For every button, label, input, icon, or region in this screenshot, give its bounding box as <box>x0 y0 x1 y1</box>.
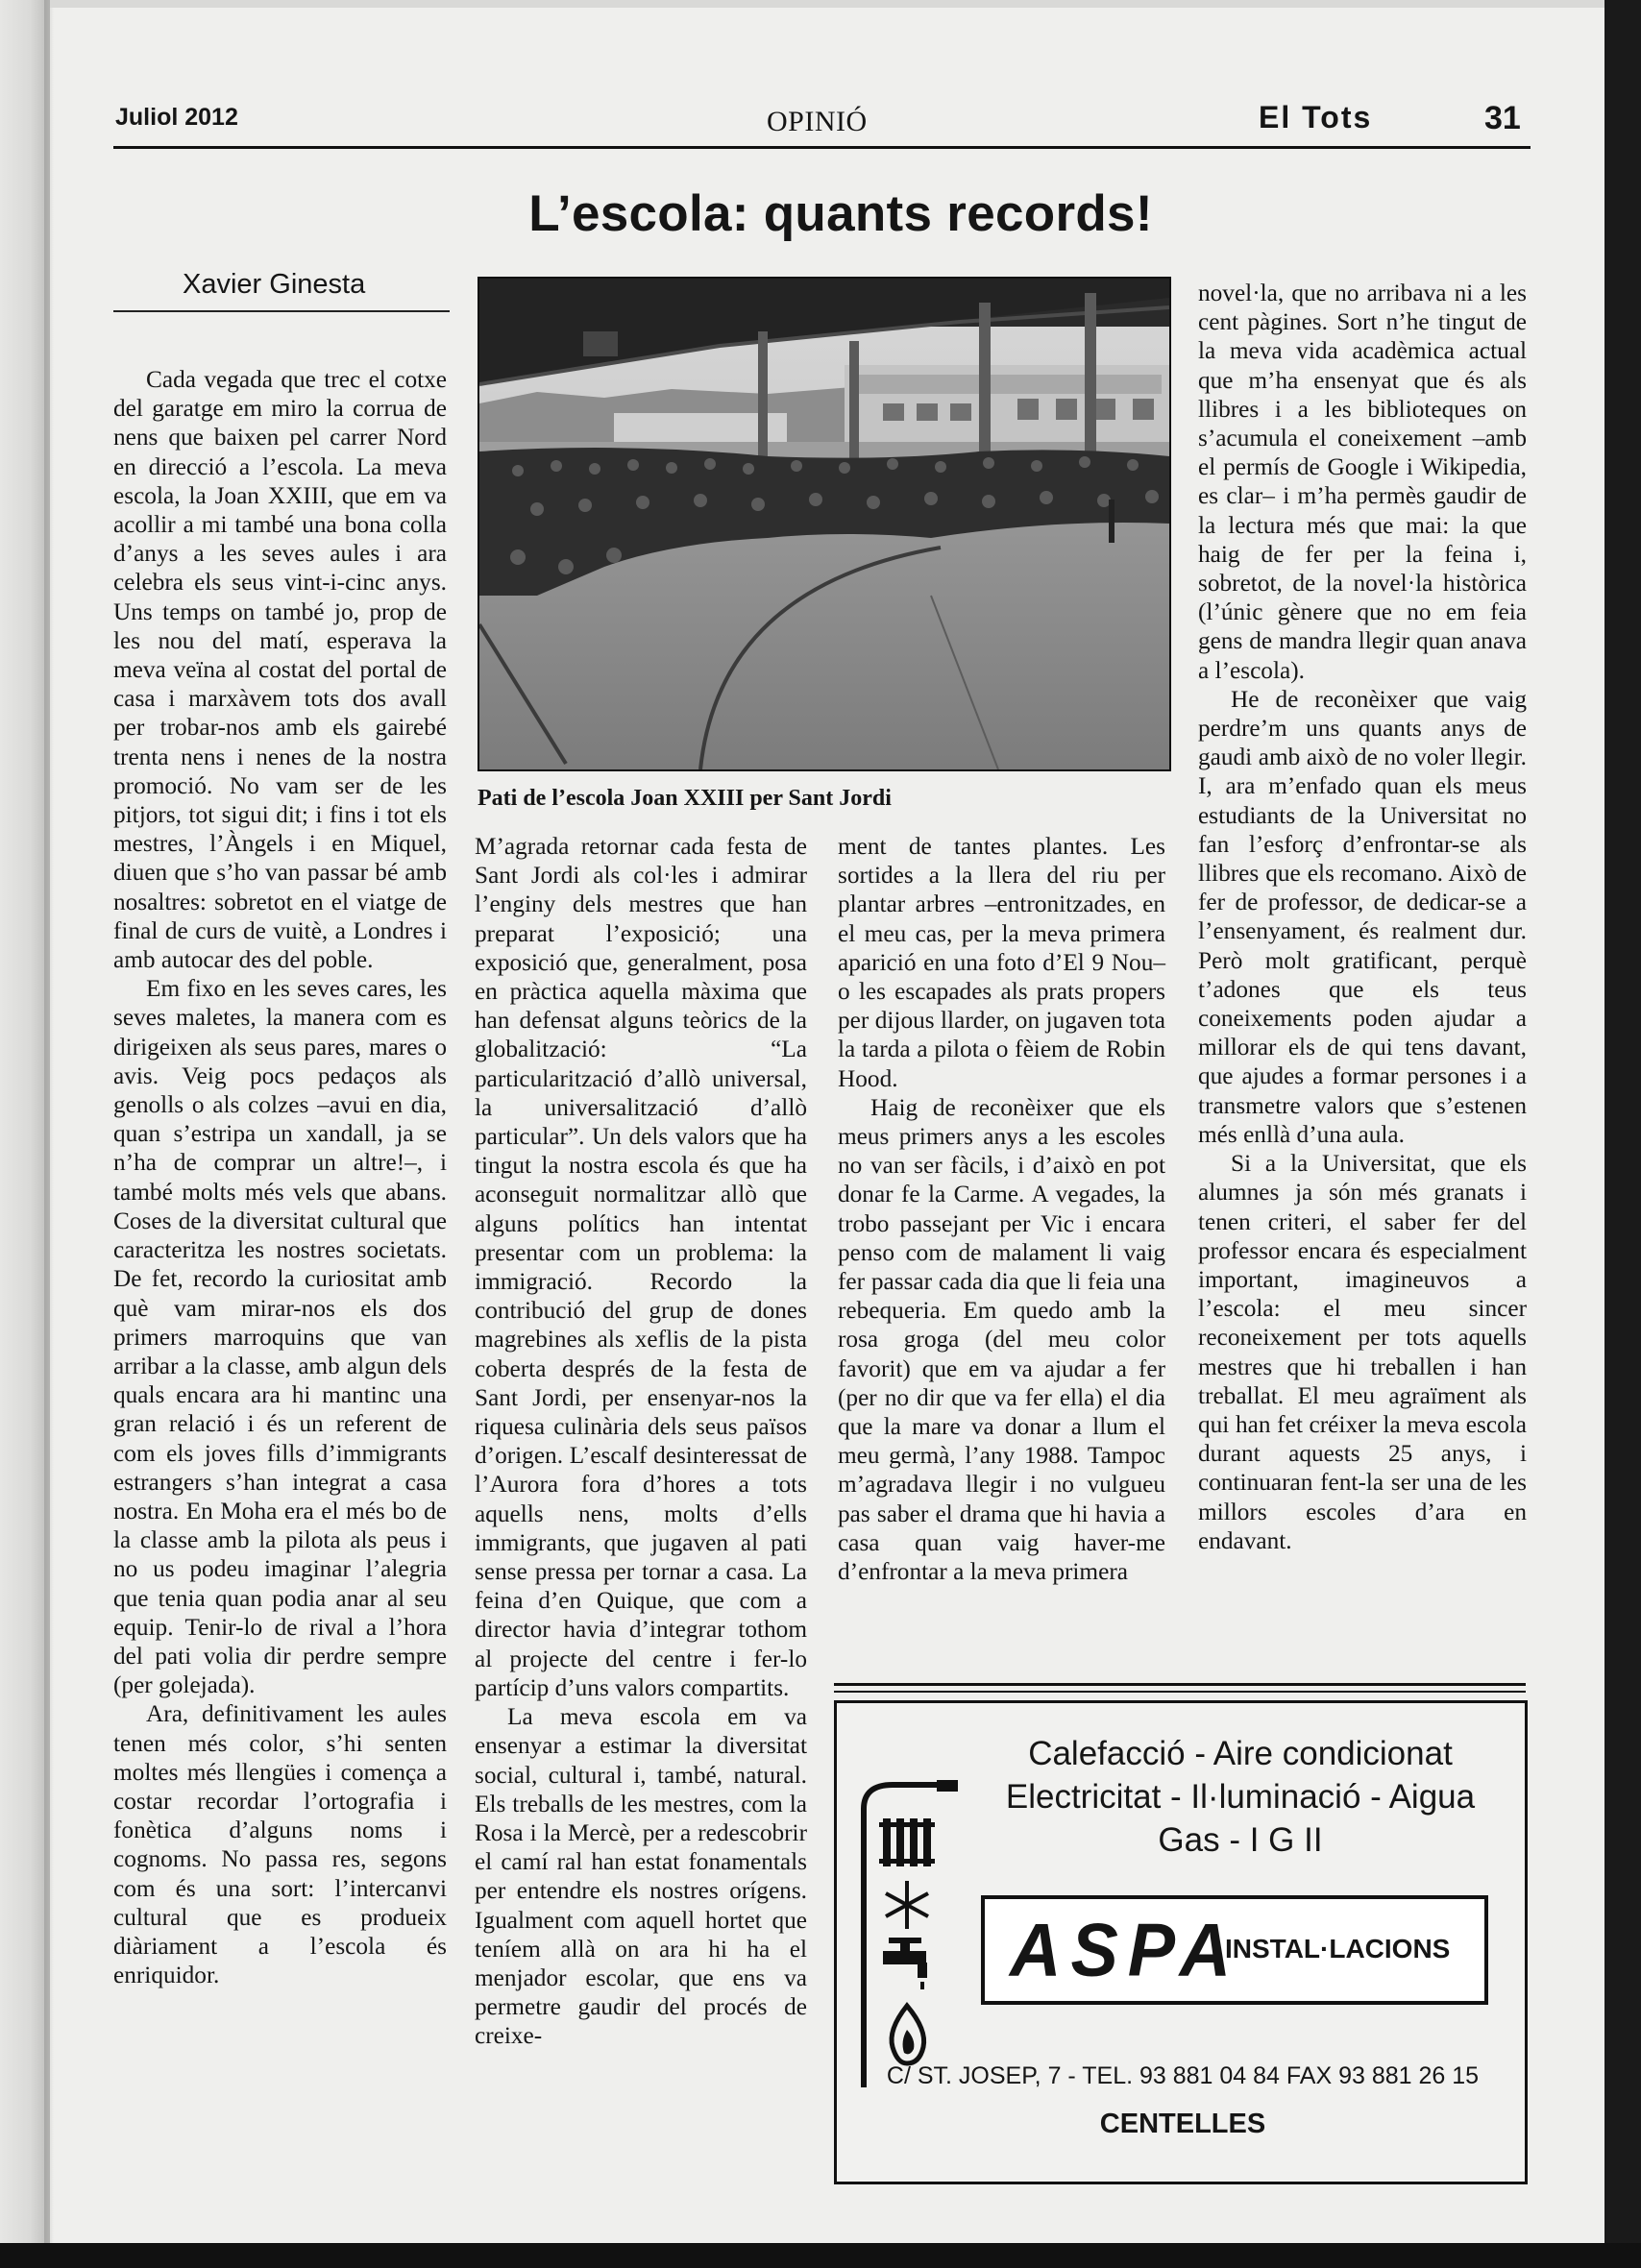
paragraph: La meva escola em va ensenyar a estimar la diversitat social, cultural i, també, natural. Els treballs de les mestres, com la Rosa i la Mercè, per a redescobrir el camí ral han estat fonamentals per entendre els nostres orígens. Igualment com aquell hortet que teníem allà on ara hi ha el menjador escolar, que ens va permetre gaudir del procés de creixe- <box>475 1703 807 2050</box>
paragraph: Si a la Universitat, que els alumnes ja són més granats i tenen criteri, el saber fer del professor encara és especialment important, imagineuvos a l’escola: el meu sincer reconeixement per tots aquells mestres que hi treballen i han treballat. El meu agraïment als qui han fet créixer la meva escola durant aquests 25 anys, i continuaran fent-la ser una de les millors escoles d’ara en endavant. <box>1198 1150 1527 1554</box>
page-number: 31 <box>1484 100 1521 136</box>
aspa-logo <box>981 1895 1488 2005</box>
tap-icon <box>883 1938 927 1989</box>
aspa-logo-text: ASPA <box>1010 1907 1241 1992</box>
ad-address: C/ ST. JOSEP, 7 - TEL. 93 881 04 84 FAX 93 881 26 15 <box>886 2062 1480 2089</box>
spine-shadow <box>44 0 54 2268</box>
ad-services-line-1: Calefacció - Aire condicionat <box>1028 1735 1453 1772</box>
ad-icon-column <box>854 1780 969 2087</box>
photo-caption: Pati de l’escola Joan XXIII per Sant Jordi <box>478 786 892 811</box>
article-photo <box>478 277 1171 771</box>
schoolyard-photo <box>479 279 1169 769</box>
page-spine <box>0 0 50 2268</box>
publication-name: El Tots <box>1259 100 1373 134</box>
article-column-4 <box>1198 279 1527 1555</box>
paragraph: ment de tantes plantes. Les sortides a la llera del riu per plantar arbres –entronitzades, en el meu cas, per la meva primera aparició en una foto d’El 9 Nou– o les escapades als prats propers per dijous llarder, on jugaven tota la tarda a pilota o fèiem de Robin Hood. <box>838 833 1165 1092</box>
ad-top-rule <box>834 1683 1526 1686</box>
paragraph: He de reconèixer que vaig perdre’m uns quants anys de gaudi amb això de no voler llegir. I, ara m’enfado quan els meus estudiants de la Universitat no fan l’esforç d’enfrontar-se als llibres que els recomano. Això de fer de professor, de dedicar-se a l’ensenyament, és realment dur. Però molt gratificant, perquè t’adones que els teus coneixements poden ajudar a millorar els de qui tens davant, que ajudes a formar persones i a transmetre valors que s’estenen més enllà d’una aula. <box>1198 685 1527 1148</box>
article-column-3 <box>838 832 1165 1586</box>
paragraph: Em fixo en les seves cares, les seves maletes, la manera com es dirigeixen als seus pares, mares o avis. Veig pocs pedaços als genolls o als colzes –avui en dia, quan s’estripa un xandall, ja se n’ha de comprar un altre!–, i també molts més vels que abans. Coses de la diversitat cultural que caracteritza les nostres societats. De fet, recordo la curiositat amb què vam mirar-nos els dos primers marroquins que van arribar a la classe, amb algun dels quals encara ara hi mantinc una gran relació i és un referent de com els joves fills d’immigrants estrangers s’han integrat a casa nostra. En Moha era el més bo de la classe amb la pilota als peus i no us podeu imaginar l’alegria que tenia quan podia anar al seu equip. Tenir-lo de rival a l’hora del pati volia dir perdre sempre (per golejada). <box>113 975 447 1699</box>
paragraph: M’agrada retornar cada festa de Sant Jordi als col·les i admirar l’enginy dels mestres que han preparat l’exposició; una exposició que, generalment, posa en pràctica aquella màxima que han defensat alguns teòrics de la globalització: “La particularització d’allò universal, la universalització d’allò particular”. Un dels valors que ha tingut la nostra escola és que ha aconseguit normalitzar allò que alguns polítics han intentat presentar com un problema: la immigració. Recordo la contribució del grup de dones magrebines als xeflis de la pista coberta després de la festa de Sant Jordi, per ensenyar-nos la riquesa culinària dels seus països d’origen. L’escalf desinteressat de l’Aurora fora d’hores a tots aquells nens, molts d’ells immigrants, que jugaven al pati sense pressa per tornar a casa. La feina d’en Quique, que com a director havia d’integrar tothom al projecte del centre i fer-lo partícip d’uns valors compartits. <box>475 833 807 1701</box>
radiator-icon <box>879 1818 935 1866</box>
paragraph: novel·la, que no arribava ni a les cent pàgines. Sort n’he tingut de la meva vida acadèmica actual que m’ha ensenyat que és als llibres i a les biblioteques on s’acumula el coneixement –amb el permís de Google i Wikipedia, es clar– i m’ha permès gaudir de la lectura més que mai: la que haig de fer per la feina i, sobretot, de la novel·la històrica (l’únic gènere que no em feia gens de mandra llegir quan anava a l’escola). <box>1198 280 1527 684</box>
paragraph: Haig de reconèixer que els meus primers anys a les escoles no van ser fàcils, i d’això en pot donar fe la Carme. A vegades, la trobo passejant per Vic i encara penso com de malament li vaig fer passar cada dia que li feia una rebequeria. Em quedo amb la rosa groga (del meu color favorit) que em va ajudar a fer (per no dir que va fer ella) el dia que la mare va donar a llum el meu germà, l’any 1988. Tampoc m’agradava llegir i no vulgueu pas saber el drama que hi havia a casa quan vaig haver-me d’enfrontar a la meva primera <box>838 1093 1165 1586</box>
article-column-1 <box>113 365 447 1989</box>
flame-icon <box>892 2006 924 2063</box>
ad-top-rule-thin <box>834 1691 1526 1693</box>
issue-date: Juliol 2012 <box>115 104 238 131</box>
page-right-edge <box>1604 0 1641 2268</box>
ad-services-line-3: Gas - I G II <box>1158 1821 1323 1859</box>
advertisement <box>834 1700 1528 2184</box>
article-title: L’escola: quants records! <box>528 185 1153 242</box>
page-top-edge <box>50 0 1604 8</box>
paragraph: Cada vegada que trec el cotxe del garatge em miro la corrua de nens que baixen pel carrer Nord en direcció a l’escola. La meva escola, la Joan XXIII, que em va acollir a mi també una bona colla d’anys a les seves aules i ara celebra els seus vint-i-cinc anys. Uns temps on també jo, prop de les nou del matí, esperava la meva veïna al costat del portal de casa i marxàvem tots dos avall per trobar-nos amb els gairebé trenta nens i nenes de la nostra promoció. No vam ser de les pitjors, tot sigui dit; i fins i tot els mestres, l’Àngels i en Miquel, diuen que s’ho van passar bé amb nosaltres: sobretot en el viatge de final de curs de vuitè, a Londres i amb autocar des del poble. <box>113 366 447 974</box>
ad-services-line-2: Electricitat - Il·luminació - Aigua <box>1005 1778 1476 1816</box>
article-author: Xavier Ginesta <box>183 269 366 300</box>
ad-town: CENTELLES <box>1099 2109 1266 2139</box>
header-rule <box>113 146 1531 149</box>
section-name: OPINIÓ <box>767 106 868 137</box>
paragraph: Ara, definitivament les aules tenen més color, s’hi senten moltes més llengües i comença a costar recordar l’ortografia i fonètica d’alguns noms i cognoms. No passa res, segons com és una sort: l’intercanvi cultural que es produeix diàriament a l’escola és enriquidor. <box>113 1700 447 1989</box>
page-bottom-edge <box>0 2243 1641 2268</box>
article-column-2 <box>475 832 807 2051</box>
aspa-logo-subtitle: INSTAL·LACIONS <box>1225 1934 1451 1963</box>
author-rule <box>113 310 450 312</box>
snowflake-icon <box>886 1881 928 1929</box>
